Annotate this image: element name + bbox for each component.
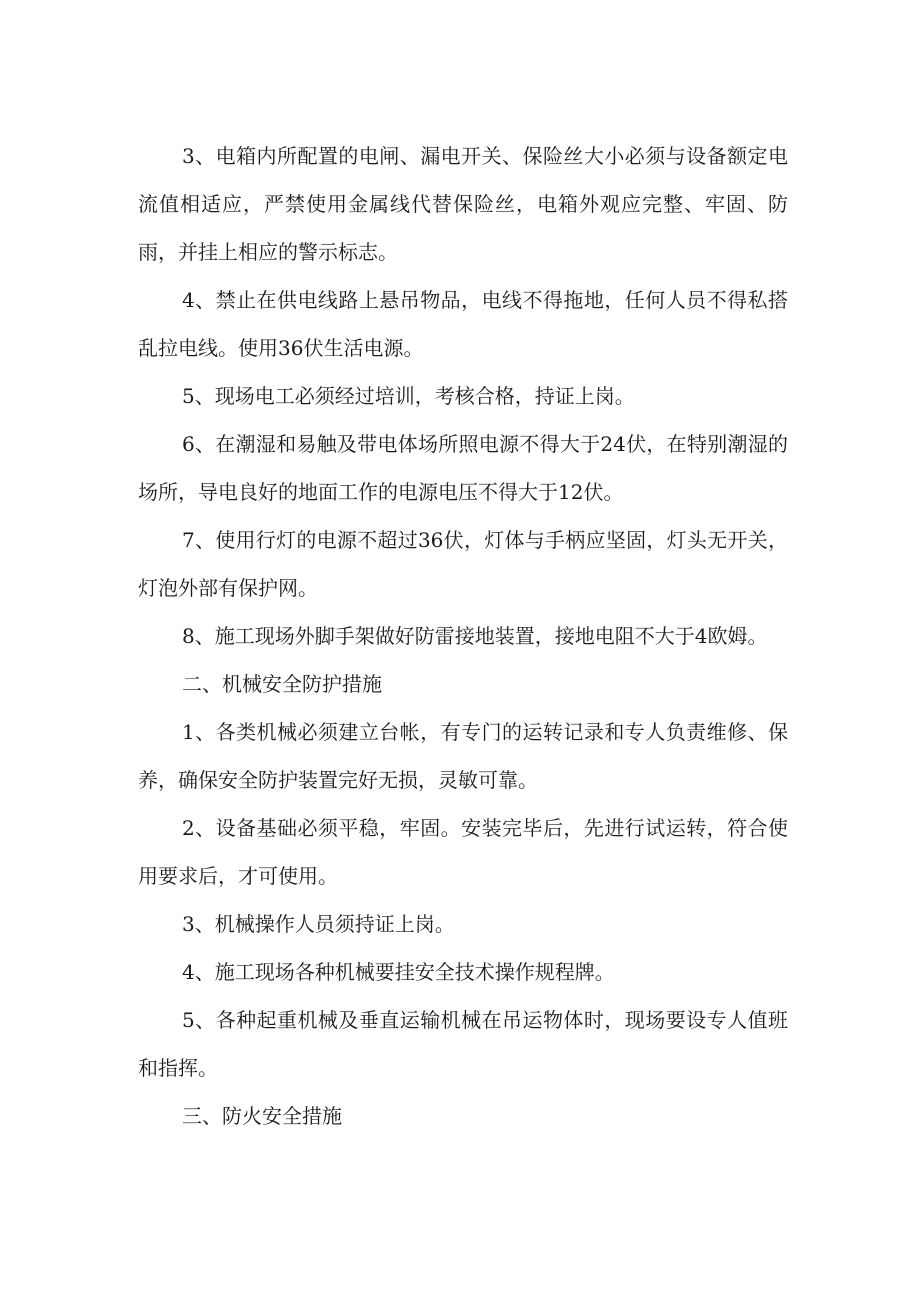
paragraph-humid-voltage: 6、在潮湿和易触及带电体场所照电源不得大于24伏，在特别潮湿的场所，导电良好的地面工作的电源电压不得大于12伏。 xyxy=(138,432,788,504)
paragraph-lifting: 5、各种起重机械及垂直运输机械在吊运物体时，现场要设专人值班和指挥。 xyxy=(138,1008,788,1080)
paragraph-electric-box: 3、电箱内所配置的电闸、漏电开关、保险丝大小必须与设备额定电流值相适应，严禁使用金属线代替保险丝，电箱外观应完整、牢固、防雨，并挂上相应的警示标志。 xyxy=(138,144,788,264)
paragraph-lamp: 7、使用行灯的电源不超过36伏，灯体与手柄应坚固，灯头无开关，灯泡外部有保护网。 xyxy=(138,528,788,600)
paragraph-power-lines: 4、禁止在供电线路上悬吊物品，电线不得拖地，任何人员不得私搭乱拉电线。使用36伏生活电源。 xyxy=(138,288,788,360)
section-heading-machinery: 二、机械安全防护措施 xyxy=(182,672,382,696)
paragraph-grounding: 8、施工现场外脚手架做好防雷接地装置，接地电阻不大于4欧姆。 xyxy=(182,624,768,648)
section-heading-fire-safety: 三、防火安全措施 xyxy=(182,1104,342,1128)
paragraph-foundation: 2、设备基础必须平稳，牢固。安装完毕后，先进行试运转，符合使用要求后，才可使用。 xyxy=(138,816,788,888)
paragraph-machine-ledger: 1、各类机械必须建立台帐，有专门的运转记录和专人负责维修、保养，确保安全防护装置完好无损，灵敏可靠。 xyxy=(138,720,788,792)
paragraph-signs: 4、施工现场各种机械要挂安全技术操作规程牌。 xyxy=(182,960,615,984)
document-body xyxy=(138,132,788,1140)
paragraph-electrician: 5、现场电工必须经过培训，考核合格，持证上岗。 xyxy=(182,384,635,408)
paragraph-operators: 3、机械操作人员须持证上岗。 xyxy=(182,912,455,936)
